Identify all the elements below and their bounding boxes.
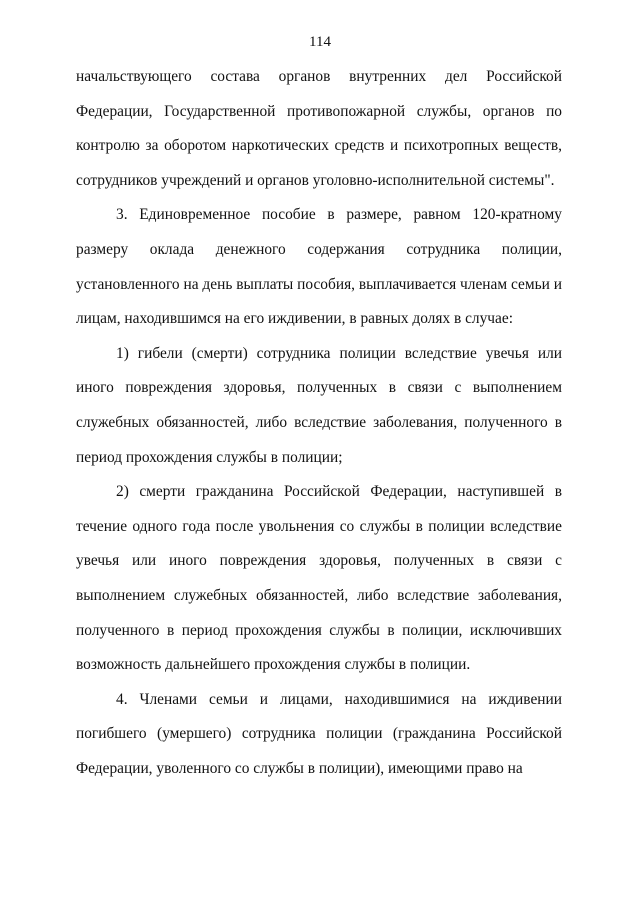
paragraph-4: 4. Членами семьи и лицами, находившимися на иждивении погибшего (умершего) сотрудника полиции (гражданина Российской Федерации, уволенного со службы в полиции), имеющими право на: [76, 690, 562, 777]
page-number: 114: [309, 34, 331, 50]
paragraph-3-item-1: 1) гибели (смерти) сотрудника полиции вследствие увечья или иного повреждения здоровья, полученных в связи с выполнением служебных обязанностей, либо вследствие заболевания, полученного в период прохождения службы в полиции;: [76, 344, 562, 466]
paragraph-3: 3. Единовременное пособие в размере, равном 120-кратному размеру оклада денежного содержания сотрудника полиции, установленного на день выплаты пособия, выплачивается членам семьи и лицам, находившимся на его иждивении, в равных долях в случае:: [76, 206, 562, 328]
paragraph-continuation: начальствующего состава органов внутренних дел Российской Федерации, Государственной противопожарной службы, органов по контролю за оборотом наркотических средств и психотропных веществ, сотрудников учреждений и органов уголовно-исполнительной системы".: [76, 68, 562, 189]
paragraph-3-item-2: 2) смерти гражданина Российской Федерации, наступившей в течение одного года после увольнения со службы в полиции вследствие увечья или иного повреждения здоровья, полученных в связи с выполнением служебных обязанностей, либо вследствие заболевания, полученного в период прохождения службы в полиции, исключивших возможность дальнейшего прохождения службы в полиции.: [76, 483, 562, 674]
document-body: [76, 60, 562, 786]
